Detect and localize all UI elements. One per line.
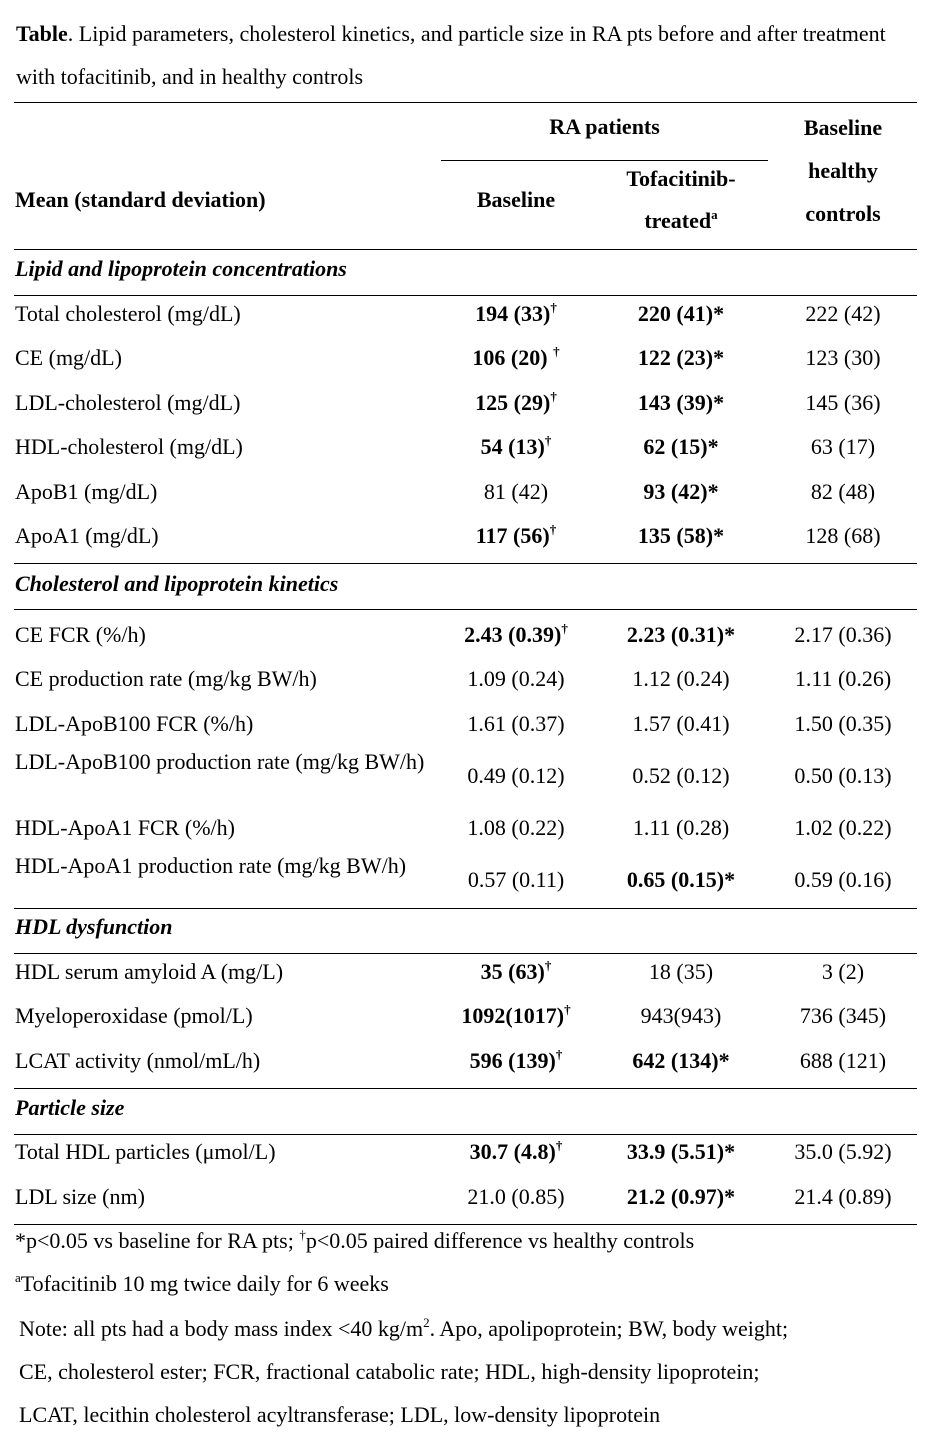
controls-value: 123 (30)	[805, 345, 881, 370]
row-label: HDL-ApoA1 FCR (%/h)	[15, 815, 235, 840]
tofacitinib-value: 0.65 (0.15)*	[626, 867, 736, 892]
top-rule	[14, 102, 917, 103]
section-title: Particle size	[15, 1095, 125, 1120]
footnote-note-line3: LCAT, lecithin cholesterol acyltransferase; LDL, low-density lipoprotein	[19, 1402, 661, 1427]
baseline-value: 1.08 (0.22)	[467, 815, 565, 840]
tofacitinib-value: 220 (41)*	[637, 301, 725, 326]
row-label: HDL-cholesterol (mg/dL)	[15, 434, 243, 459]
baseline-value: 106 (20) †	[472, 344, 560, 370]
baseline-value: 1092(1017)†	[461, 1002, 571, 1028]
section-title: Lipid and lipoprotein concentrations	[15, 256, 347, 281]
row-label-header: Mean (standard deviation)	[15, 187, 266, 212]
section-rule	[14, 295, 917, 296]
section-rule	[14, 563, 917, 564]
footnote-a-marker: a	[711, 207, 718, 222]
section-title: Cholesterol and lipoprotein kinetics	[15, 571, 339, 596]
tofacitinib-value: 2.23 (0.31)*	[626, 622, 736, 647]
baseline-value: 30.7 (4.8)†	[469, 1138, 563, 1164]
baseline-value: 81 (42)	[483, 479, 549, 504]
row-label: LDL-ApoB100 FCR (%/h)	[15, 711, 254, 736]
baseline-value: 0.49 (0.12)	[467, 763, 565, 788]
footnote-note-line2: CE, cholesterol ester; FCR, fractional catabolic rate; HDL, high-density lipoprotein;	[19, 1359, 760, 1384]
tofacitinib-value: 21.2 (0.97)*	[626, 1184, 736, 1209]
row-label: Myeloperoxidase (pmol/L)	[15, 1003, 253, 1028]
controls-value: 1.02 (0.22)	[794, 815, 892, 840]
row-label: CE production rate (mg/kg BW/h)	[15, 666, 317, 691]
row-label: LDL size (nm)	[15, 1184, 145, 1209]
tofacitinib-value: 1.57 (0.41)	[632, 711, 730, 736]
controls-value: 63 (17)	[810, 434, 876, 459]
baseline-value: 1.09 (0.24)	[467, 666, 565, 691]
controls-value: 145 (36)	[805, 390, 881, 415]
tofacitinib-value: 143 (39)*	[637, 390, 725, 415]
controls-value: 1.50 (0.35)	[794, 711, 892, 736]
row-label: HDL serum amyloid A (mg/L)	[15, 959, 284, 984]
baseline-value: 117 (56)†	[475, 522, 557, 548]
ra-patients-header: RA patients	[549, 114, 660, 139]
tofacitinib-header-line2: treated	[644, 208, 712, 233]
tofacitinib-value: 943(943)	[640, 1003, 722, 1028]
row-label: Total HDL particles (μmol/L)	[15, 1139, 276, 1164]
row-label: LDL-ApoB100 production rate (mg/kg BW/h)	[15, 749, 425, 774]
controls-value: 2.17 (0.36)	[794, 622, 892, 647]
row-label: CE (mg/dL)	[15, 345, 122, 370]
tofacitinib-value: 93 (42)*	[643, 479, 719, 504]
tofacitinib-value: 62 (15)*	[643, 434, 719, 459]
table-caption	[16, 12, 921, 98]
controls-value: 688 (121)	[799, 1048, 887, 1073]
controls-value: 21.4 (0.89)	[794, 1184, 892, 1209]
section-rule	[14, 953, 917, 954]
table-bottom-rule	[14, 1224, 917, 1225]
row-label: ApoB1 (mg/dL)	[15, 479, 158, 504]
tofacitinib-value: 33.9 (5.51)*	[626, 1139, 736, 1164]
row-label: Total cholesterol (mg/dL)	[15, 301, 241, 326]
controls-value: 3 (2)	[821, 959, 865, 984]
tofacitinib-value: 135 (58)*	[637, 523, 725, 548]
ra-group-rule	[441, 160, 768, 161]
baseline-value: 2.43 (0.39)†	[464, 621, 568, 647]
controls-value: 0.50 (0.13)	[794, 763, 892, 788]
tofacitinib-value: 1.11 (0.28)	[632, 815, 730, 840]
caption-text: . Lipid parameters, cholesterol kinetics, and particle size in RA pts before and after treatment with tofacitinib, and in healthy controls	[16, 21, 886, 89]
tofacitinib-value: 1.12 (0.24)	[632, 666, 730, 691]
tofacitinib-value: 642 (134)*	[632, 1048, 730, 1073]
section-rule	[14, 1088, 917, 1089]
controls-value: 222 (42)	[805, 301, 881, 326]
baseline-value: 54 (13)†	[480, 433, 552, 459]
section-title: HDL dysfunction	[15, 914, 173, 939]
controls-value: 128 (68)	[805, 523, 881, 548]
footnote-dosing: $^a$Tofacitinib 10 mg twice daily for 6 weeks	[15, 1270, 389, 1296]
row-label: LDL-cholesterol (mg/dL)	[15, 390, 241, 415]
header-bottom-rule	[14, 249, 917, 250]
row-label: HDL-ApoA1 production rate (mg/kg BW/h)	[15, 853, 407, 878]
section-rule	[14, 609, 917, 610]
section-rule	[14, 908, 917, 909]
controls-column-header-line2: healthy	[808, 158, 878, 183]
controls-value: 35.0 (5.92)	[794, 1139, 892, 1164]
baseline-value: 21.0 (0.85)	[467, 1184, 565, 1209]
controls-value: 1.11 (0.26)	[794, 666, 892, 691]
footnote-significance: *p<0.05 vs baseline for RA pts; †p<0.05 paired difference vs healthy controls	[15, 1227, 695, 1253]
baseline-column-header: Baseline	[476, 187, 556, 212]
controls-value: 82 (48)	[810, 479, 876, 504]
row-label: ApoA1 (mg/dL)	[15, 523, 159, 548]
controls-column-header-line1: Baseline	[803, 115, 883, 140]
baseline-value: 35 (63)†	[480, 958, 552, 984]
footnote-note-line1: Note: all pts had a body mass index <40 $kg/m^2$. Apo, apolipoprotein; BW, body weight;	[19, 1315, 789, 1341]
row-label: CE FCR (%/h)	[15, 622, 146, 647]
controls-value: 0.59 (0.16)	[794, 867, 892, 892]
tofacitinib-value: 122 (23)*	[637, 345, 725, 370]
tofacitinib-value: 0.52 (0.12)	[632, 763, 730, 788]
baseline-value: 125 (29)†	[475, 389, 557, 415]
tofacitinib-column-header-line2	[600, 207, 762, 234]
section-rule	[14, 1134, 917, 1135]
tofacitinib-value: 18 (35)	[648, 959, 714, 984]
row-label: LCAT activity (nmol/mL/h)	[15, 1048, 261, 1073]
tofacitinib-column-header	[600, 165, 762, 192]
controls-value: 736 (345)	[799, 1003, 887, 1028]
baseline-value: 596 (139)†	[469, 1047, 563, 1073]
baseline-value: 194 (33)†	[475, 300, 557, 326]
tofacitinib-header-line1: Tofacitinib-	[626, 166, 736, 191]
baseline-value: 1.61 (0.37)	[467, 711, 565, 736]
baseline-value: 0.57 (0.11)	[467, 867, 565, 892]
caption-label: Table	[16, 21, 68, 46]
controls-column-header-line3: controls	[805, 201, 881, 226]
